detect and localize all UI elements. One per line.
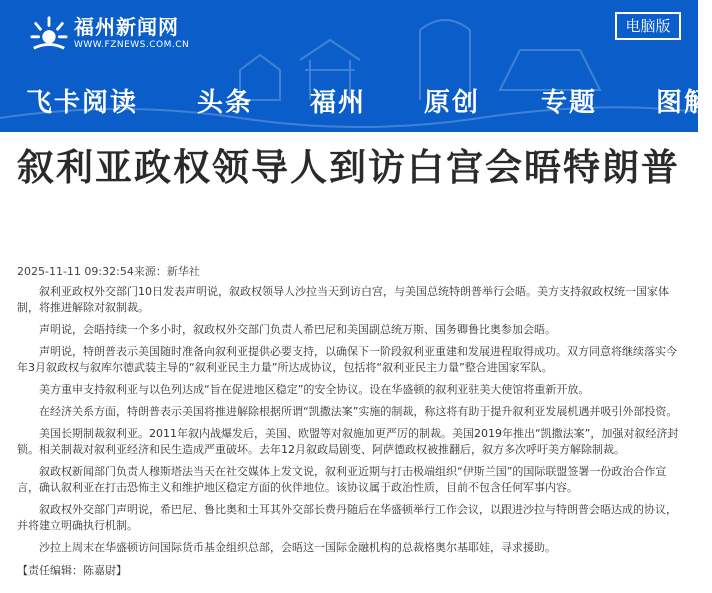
article-paragraph: 美方重申支持叙利亚与以色列达成“旨在促进地区稳定”的安全协议。设在华盛顿的叙利亚驻美大使馆将重新开放。 (39, 383, 590, 396)
article-paragraph: 叙政权新闻部门负责人穆斯塔法当天在社交媒体上发文说，叙利亚近期与打击极端组织“伊斯兰国”的国际联盟签署一份政治合作宣言，确认叙利亚在打击恐怖主义和维护地区稳定方面的伙伴地位。该协议属于政治性质，目前不包含任何军事内容。 (17, 465, 667, 494)
logo-sunburst-icon (30, 14, 68, 52)
article-date: 2025-11-11 09:32:54 (17, 265, 134, 278)
editor-credit: 【责任编辑：陈嘉尉】 (17, 564, 127, 577)
article-paragraph: 声明说，特朗普表示美国随时准备向叙利亚提供必要支持，以确保下一阶段叙利亚重建和发展进程取得成功。双方同意将继续落实今年3月叙政权与叙库尔德武装主导的“叙利亚民主力量”所达成协议，包括将“叙利亚民主力量”整合进国家军队。 (17, 345, 677, 374)
logo-title: 福州新闻网 (74, 15, 179, 39)
nav-item-topics[interactable]: 专题 (541, 88, 598, 118)
nav-item-infographics[interactable]: 图解 (656, 88, 712, 118)
article-title: 叙利亚政权领导人到访白宫会晤特朗普 (17, 146, 680, 189)
article-paragraph: 叙利亚政权外交部门10日发表声明说，叙政权领导人沙拉当天到访白宫，与美国总统特朗普举行会晤。美方支持叙政权统一国家体制，将推进解除对叙制裁。 (17, 285, 669, 314)
article-paragraph: 美国长期制裁叙利亚。2011年叙内战爆发后，美国、欧盟等对叙施加更严厉的制裁。美国2019年推出“凯撒法案”，加强对叙经济封锁。相关制裁对叙利亚经济和民生造成严重破坏。去年12月叙政局剧变、阿萨德政权被推翻后，叙方多次呼吁美方解除制裁。 (17, 427, 679, 456)
site-logo[interactable] (30, 10, 189, 56)
main-nav (0, 74, 712, 124)
nav-item-headlines[interactable]: 头条 (197, 88, 254, 118)
nav-item-fuzhou[interactable]: 福州 (310, 88, 367, 118)
article-paragraph: 叙政权外交部门声明说，希巴尼、鲁比奥和土耳其外交部长费丹随后在华盛顿举行工作会议，以跟进沙拉与特朗普会晤达成的协议，并将建立明确执行机制。 (17, 503, 677, 532)
desktop-version-button[interactable]: 电脑版 (615, 12, 681, 40)
article-paragraph: 声明说，会晤持续一个多小时，叙政权外交部门负责人希巴尼和美国副总统万斯、国务卿鲁比奥参加会晤。 (39, 323, 556, 336)
nav-item-feika-reading[interactable]: 飞卡阅读 (26, 88, 139, 118)
article-paragraph: 在经济关系方面，特朗普表示美国将推进解除根据所谓“凯撒法案”实施的制裁，称这将有助于提升叙利亚发展机遇并吸引外部投资。 (39, 405, 678, 418)
article-source: 来源：新华社 (133, 265, 200, 278)
article-meta (17, 263, 200, 279)
site-header (0, 0, 712, 132)
nav-item-original[interactable]: 原创 (424, 88, 481, 118)
article-body (17, 284, 681, 578)
article-paragraph: 沙拉上周末在华盛顿访问国际货币基金组织总部，会晤这一国际金融机构的总裁格奥尔基耶娃，寻求援助。 (39, 541, 556, 554)
logo-url: WWW.FZNEWS.COM.CN (74, 40, 190, 50)
